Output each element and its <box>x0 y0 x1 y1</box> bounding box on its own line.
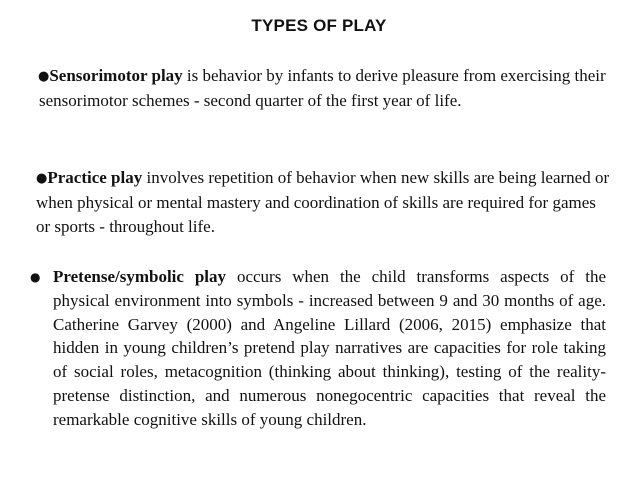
description-practice-play: involves repetition of behavior when new skills are being learned or when physical or mental mastery and coordination of skills are required for games or sports - throughout life. <box>36 168 610 236</box>
term-pretense-symbolic-play: Pretense/symbolic play <box>53 267 227 286</box>
page-title: TYPES OF PLAY <box>251 16 387 35</box>
paragraph-sensorimotor-play <box>39 64 614 113</box>
paragraph-practice-play <box>36 166 614 239</box>
description-pretense-symbolic-play: occurs when the child transforms aspects of the physical environment into symbols - increased between 9 and 30 months of age. Catherine Garvey (2000) and Angeline Lillard (2006, 2015) emphasize that hidden in young children’s pretend play narratives are capacities for role taking of social roles, metacognition (thinking about thinking), testing of the reality-pretense distinction, and numerous nonegocentric capacities that reveal the remarkable cognitive skills of young children. <box>53 267 606 429</box>
term-sensorimotor-play: Sensorimotor play <box>49 66 183 85</box>
list-bullet-icon: ● <box>30 270 41 284</box>
bullet-icon: ● <box>36 171 48 186</box>
term-practice-play: Practice play <box>47 168 143 187</box>
bullet-icon: ● <box>38 69 50 84</box>
description-sensorimotor-play: is behavior by infants to derive pleasure from exercising their sensorimotor schemes - second quarter of the first year of life. <box>39 66 606 110</box>
paragraph-pretense-symbolic-play <box>53 265 606 432</box>
